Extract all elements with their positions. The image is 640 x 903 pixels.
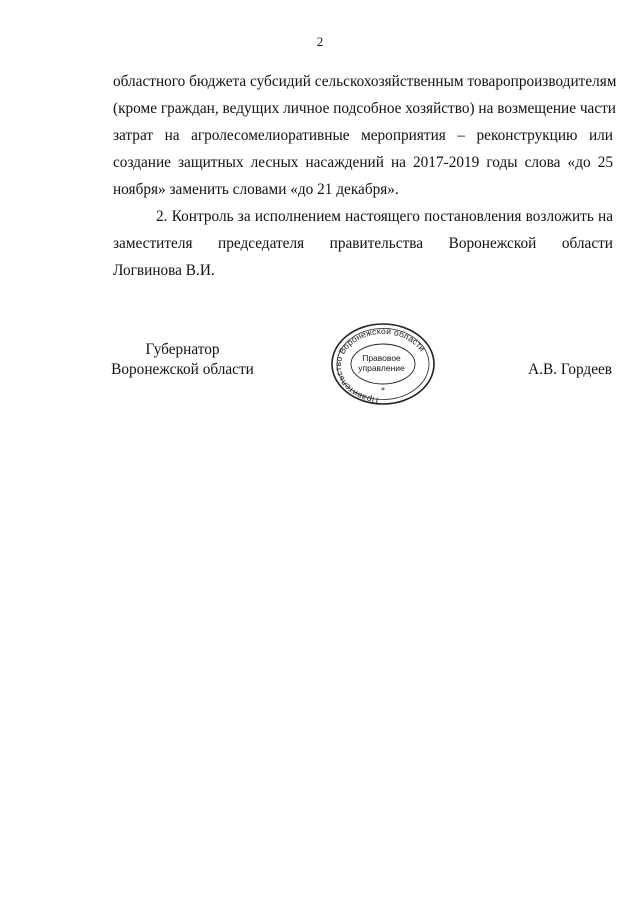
- page-number: 2: [316, 34, 324, 49]
- signer-name: А.В. Гордеев: [528, 361, 612, 378]
- paragraph-1-line-5: ноября» заменить словами «до 21 декабря».: [113, 181, 399, 198]
- paragraph-1-line-3: затрат на агролесомелиоративные мероприятия – реконструкцию или: [113, 127, 613, 144]
- stamp-star-icon: *: [381, 386, 385, 395]
- paragraph-2-line-3: Логвинова В.И.: [113, 262, 215, 279]
- official-stamp: [330, 322, 436, 406]
- paragraph-1-line-4: создание защитных лесных насаждений на 2017-2019 годы слова «до 25: [113, 154, 613, 171]
- signer-position-line-2: Воронежской области: [111, 361, 254, 378]
- stamp-inner-line-1: Правовое: [362, 353, 401, 363]
- paragraph-1-line-2: (кроме граждан, ведущих личное подсобное хозяйство) на возмещение части: [113, 100, 616, 117]
- paragraph-2-line-2: заместителя председателя правительства Воронежской области: [113, 235, 613, 252]
- stamp-inner-line-2: управление: [358, 363, 405, 373]
- paragraph-2-line-1: 2. Контроль за исполнением настоящего постановления возложить на: [156, 208, 613, 225]
- signer-position-line-1: Губернатор: [145, 341, 220, 358]
- paragraph-1-line-1: областного бюджета субсидий сельскохозяйственным товаропроизводителям: [113, 73, 617, 90]
- stamp-inner-text: [351, 344, 412, 382]
- stamp-ring-text: Правительство Воронежской области: [332, 325, 428, 406]
